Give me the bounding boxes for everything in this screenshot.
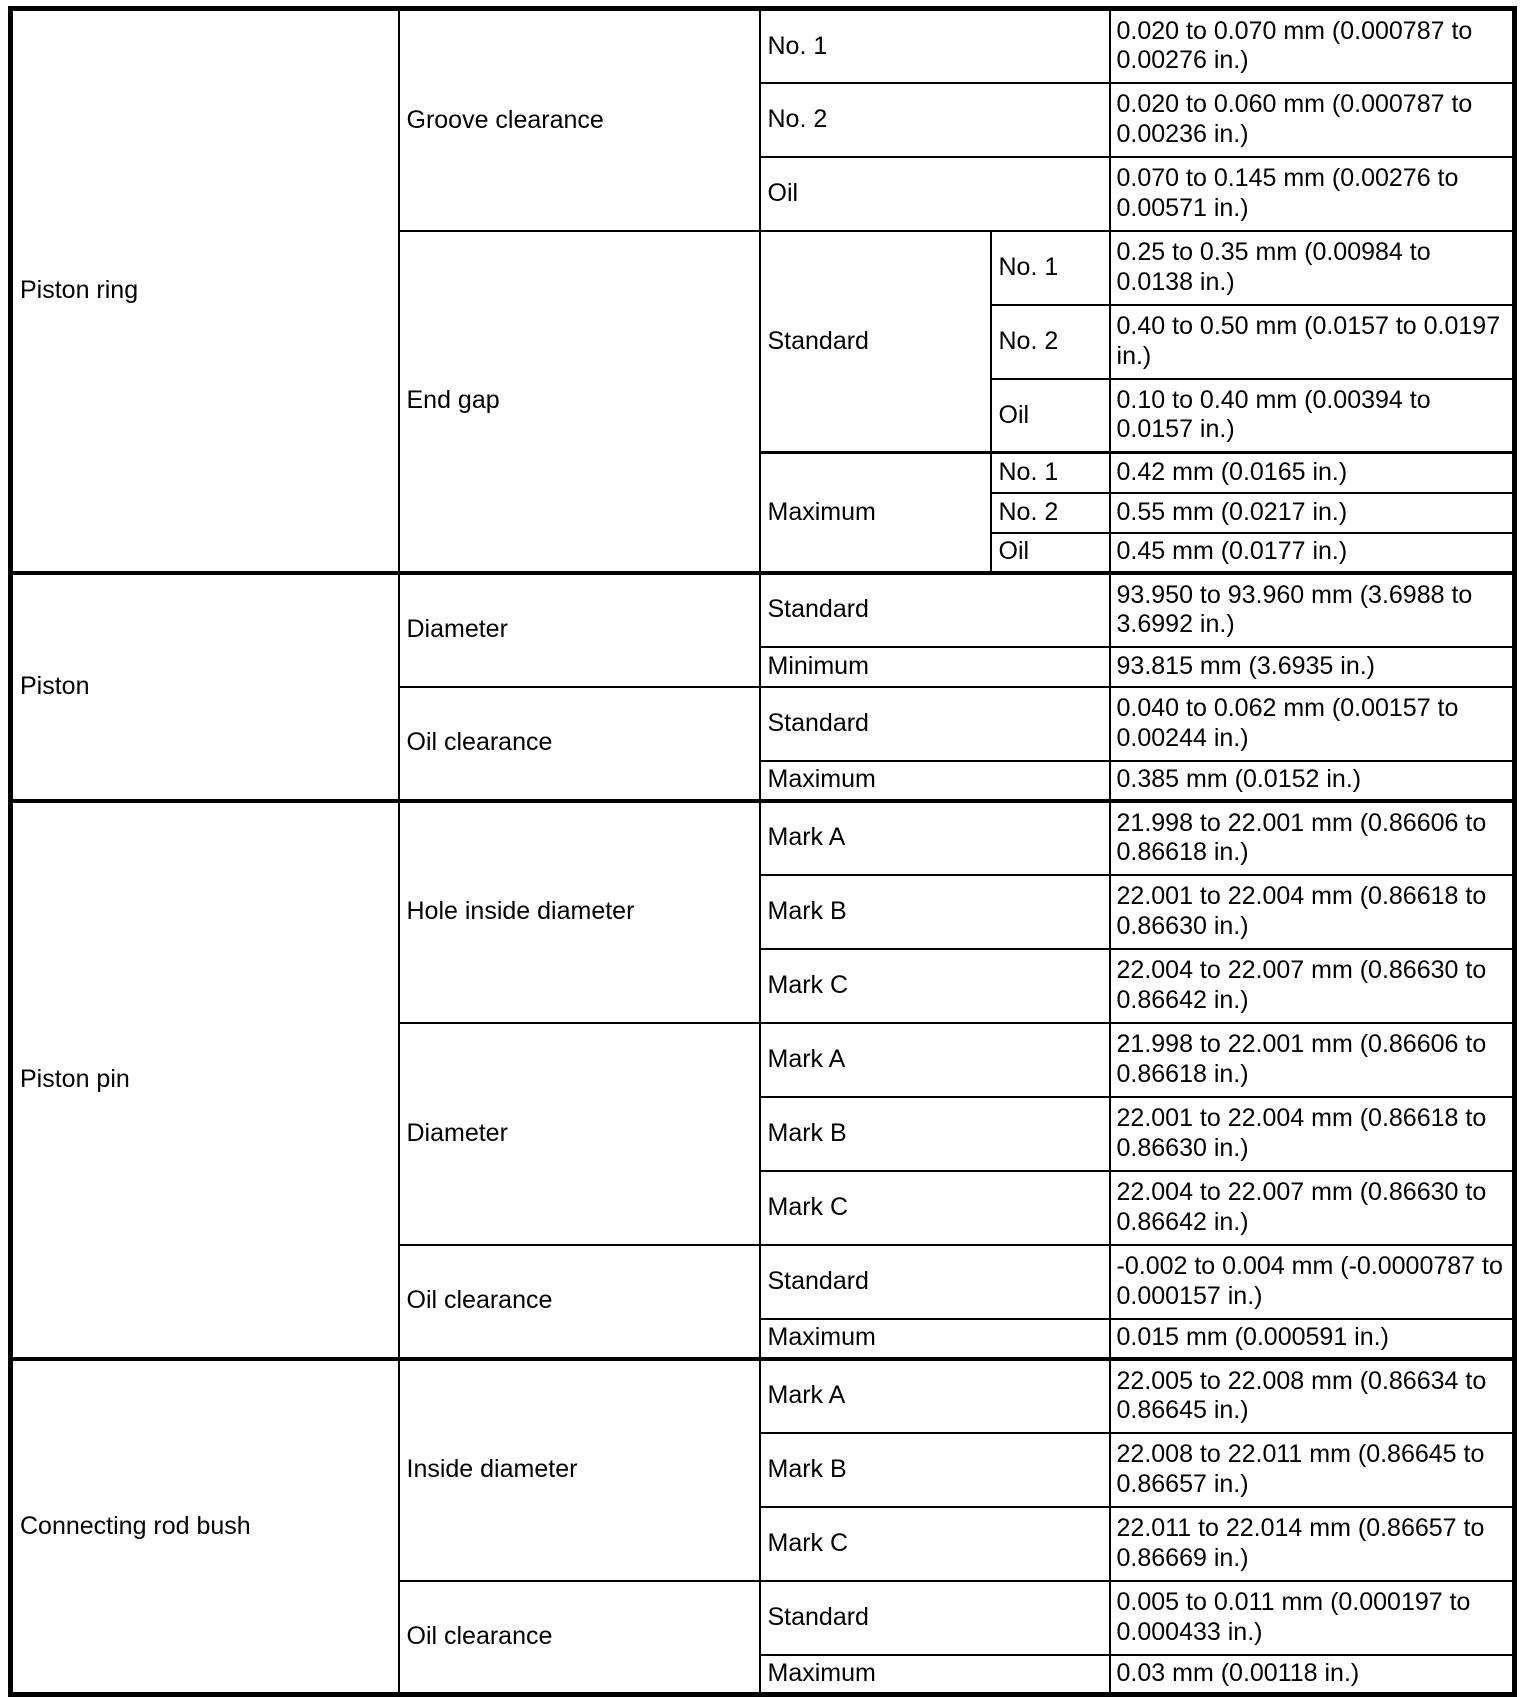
ring-position-cell: Oil — [991, 379, 1110, 453]
spec-value-cell: 0.070 to 0.145 mm (0.00276 to 0.00571 in.) — [1110, 157, 1515, 231]
ring-position-cell: No. 1 — [991, 453, 1110, 493]
measurement-cell: Oil clearance — [399, 1245, 760, 1359]
table-row — [11, 801, 1515, 875]
spec-label-cell: Mark B — [760, 1097, 1110, 1171]
spec-label-cell: Mark B — [760, 875, 1110, 949]
measurement-cell: Inside diameter — [399, 1359, 760, 1581]
spec-value-cell: 0.020 to 0.060 mm (0.000787 to 0.00236 in.) — [1110, 83, 1515, 157]
spec-value-cell: 0.020 to 0.070 mm (0.000787 to 0.00276 in.) — [1110, 9, 1515, 83]
spec-label-cell: Mark C — [760, 1171, 1110, 1245]
spec-label-cell: Standard — [760, 687, 1110, 761]
spec-value-cell: 22.011 to 22.014 mm (0.86657 to 0.86669 in.) — [1110, 1507, 1515, 1581]
ring-position-cell: No. 2 — [991, 305, 1110, 379]
spec-value-cell: 21.998 to 22.001 mm (0.86606 to 0.86618 in.) — [1110, 1023, 1515, 1097]
measurement-cell: Diameter — [399, 573, 760, 687]
spec-value-cell: 22.004 to 22.007 mm (0.86630 to 0.86642 in.) — [1110, 1171, 1515, 1245]
spec-value-cell: 22.004 to 22.007 mm (0.86630 to 0.86642 in.) — [1110, 949, 1515, 1023]
spec-value-cell: -0.002 to 0.004 mm (-0.0000787 to 0.000157 in.) — [1110, 1245, 1515, 1319]
measurement-cell: Diameter — [399, 1023, 760, 1245]
spec-value-cell: 22.005 to 22.008 mm (0.86634 to 0.86645 in.) — [1110, 1359, 1515, 1433]
spec-value-cell: 93.815 mm (3.6935 in.) — [1110, 647, 1515, 687]
spec-label-cell: Oil — [760, 157, 1110, 231]
spec-label-cell: Mark C — [760, 1507, 1110, 1581]
measurement-cell: Groove clearance — [399, 9, 760, 231]
spec-label-cell: Minimum — [760, 647, 1110, 687]
spec-label-cell: Standard — [760, 1245, 1110, 1319]
spec-value-cell: 0.005 to 0.011 mm (0.000197 to 0.000433 in.) — [1110, 1581, 1515, 1655]
ring-position-cell: No. 2 — [991, 493, 1110, 533]
spec-value-cell: 0.40 to 0.50 mm (0.0157 to 0.0197 in.) — [1110, 305, 1515, 379]
measurement-cell: Hole inside diameter — [399, 801, 760, 1023]
spec-label-cell: Mark B — [760, 1433, 1110, 1507]
spec-value-cell: 22.008 to 22.011 mm (0.86645 to 0.86657 in.) — [1110, 1433, 1515, 1507]
spec-value-cell: 0.10 to 0.40 mm (0.00394 to 0.0157 in.) — [1110, 379, 1515, 453]
spec-value-cell: 0.55 mm (0.0217 in.) — [1110, 493, 1515, 533]
spec-value-cell: 0.040 to 0.062 mm (0.00157 to 0.00244 in.) — [1110, 687, 1515, 761]
table-row — [11, 9, 1515, 83]
spec-label-cell: Mark A — [760, 1359, 1110, 1433]
spec-value-cell: 0.42 mm (0.0165 in.) — [1110, 453, 1515, 493]
component-cell: Piston pin — [11, 801, 399, 1359]
component-cell: Piston ring — [11, 9, 399, 573]
spec-label-cell: Maximum — [760, 1655, 1110, 1695]
ring-position-cell: Oil — [991, 533, 1110, 573]
spec-label-cell: Maximum — [760, 1319, 1110, 1359]
subgroup-label-cell: Maximum — [760, 453, 991, 573]
table-row — [11, 573, 1515, 647]
spec-value-cell: 22.001 to 22.004 mm (0.86618 to 0.86630 in.) — [1110, 875, 1515, 949]
table-row — [11, 1359, 1515, 1433]
subgroup-label-cell: Standard — [760, 231, 991, 453]
spec-value-cell: 0.015 mm (0.000591 in.) — [1110, 1319, 1515, 1359]
spec-value-cell: 21.998 to 22.001 mm (0.86606 to 0.86618 in.) — [1110, 801, 1515, 875]
measurement-cell: End gap — [399, 231, 760, 573]
spec-label-cell: No. 2 — [760, 83, 1110, 157]
specifications-table — [8, 6, 1517, 1697]
component-cell: Connecting rod bush — [11, 1359, 399, 1695]
spec-value-cell: 0.385 mm (0.0152 in.) — [1110, 761, 1515, 801]
spec-value-cell: 0.03 mm (0.00118 in.) — [1110, 1655, 1515, 1695]
spec-value-cell: 22.001 to 22.004 mm (0.86618 to 0.86630 in.) — [1110, 1097, 1515, 1171]
spec-label-cell: Mark A — [760, 801, 1110, 875]
spec-value-cell: 0.25 to 0.35 mm (0.00984 to 0.0138 in.) — [1110, 231, 1515, 305]
spec-label-cell: Standard — [760, 573, 1110, 647]
spec-value-cell: 93.950 to 93.960 mm (3.6988 to 3.6992 in.) — [1110, 573, 1515, 647]
measurement-cell: Oil clearance — [399, 1581, 760, 1695]
spec-value-cell: 0.45 mm (0.0177 in.) — [1110, 533, 1515, 573]
measurement-cell: Oil clearance — [399, 687, 760, 801]
component-cell: Piston — [11, 573, 399, 801]
ring-position-cell: No. 1 — [991, 231, 1110, 305]
spec-label-cell: No. 1 — [760, 9, 1110, 83]
spec-label-cell: Mark A — [760, 1023, 1110, 1097]
spec-label-cell: Maximum — [760, 761, 1110, 801]
spec-label-cell: Standard — [760, 1581, 1110, 1655]
spec-label-cell: Mark C — [760, 949, 1110, 1023]
